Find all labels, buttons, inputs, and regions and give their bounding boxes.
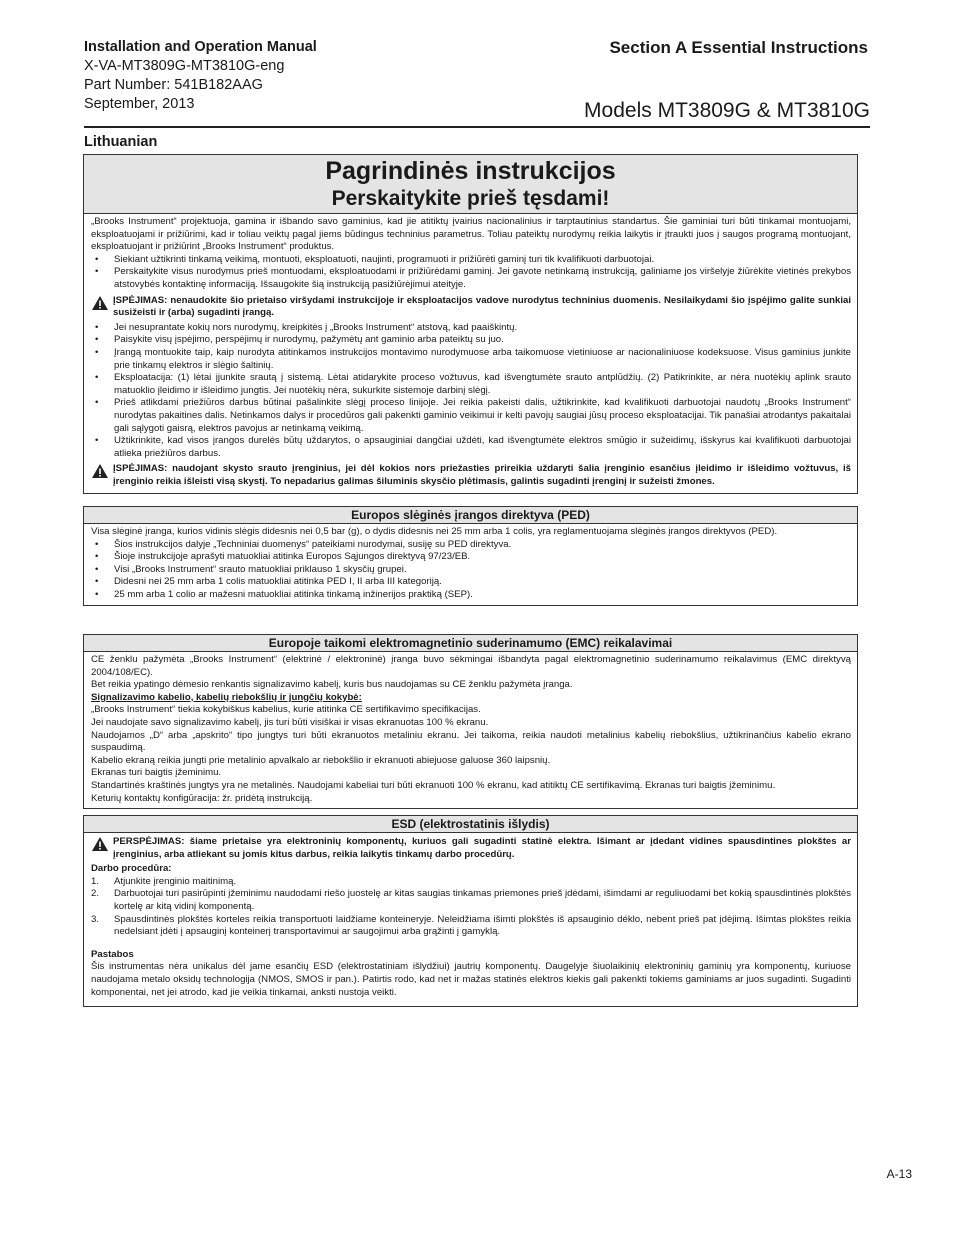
esd-body: [84, 833, 857, 1002]
warning-text: PERSPĖJIMAS: šiame prietaise yra elektroninių komponentų, kuriuos gali sugadinti statinė elektra. Išimant ar įdedant vidines spausdintines plokštes ar įrenginius, arba atliekant su jomis kitus darbus, reikia laikytis tinkamų darbo procedūrų.: [113, 836, 851, 860]
main-intro: „Brooks Instrument“ projektuoja, gamina ir išbando savo gaminius, kad jie atitiktų įvairius nacionalinius ir tarptautinius standartus. Šie gaminiai turi būti tinkamai montuojami, eksploatuojami ir prižiūrimi, kad ir toliau veiktų pagal jiems būdingus techninius parametrus. Toliau pateiktų nurodymų reikia laikytis ir įtraukti juos į saugos programą montuojant, eksploatuojant ir prižiūrint „Brooks Instrument“ produktus.: [91, 216, 851, 253]
emc-box: [83, 634, 858, 809]
emc-paragraph: Ekranas turi baigtis įžeminimu.: [91, 767, 222, 779]
essential-instructions-box: [83, 154, 858, 494]
list-item: • Visi „Brooks Instrument“ srauto matuokliai priklauso 1 skysčių grupei.: [91, 564, 851, 577]
esd-warning: [91, 836, 851, 861]
notes-label: Pastabos: [91, 948, 134, 960]
main-title-band: [84, 155, 857, 214]
list-item: • Perskaitykite visus nurodymus prieš montuodami, eksploatuodami ir prižiūrėdami gaminį. Jei gavote netinkamą instrukciją, galiniame jos viršelyje žiūrėkite vietinės prekybos atstovybės kontaktinę informaciją. Išsaugokite šią instrukciją pasižiūrėjimui ateityje.: [91, 266, 851, 291]
list-item: • Jei nesuprantate kokių nors nurodymų, kreipkitės į „Brooks Instrument“ atstovą, kad paaiškintų.: [91, 322, 851, 335]
step-text: Darbuotojai turi pasirūpinti įžeminimu naudodami riešo juostelę ar kitas saugias tinkamas priemones prieš įdėdami, išimdami ar reguliuodami bet kokią spausdintinės plokštės kortelę ar kitą vidinį komponentą.: [114, 888, 851, 912]
page-number: A-13: [886, 1167, 912, 1181]
emc-paragraph: Keturių kontaktų konfigūracija: žr. pridėtą instrukciją.: [91, 792, 313, 804]
warning-1: [91, 295, 851, 320]
language-label: Lithuanian: [84, 134, 158, 150]
main-title: Pagrindinės instrukcijos: [325, 157, 616, 185]
spacer: [91, 939, 851, 949]
emc-subheading: Signalizavimo kabelio, kabelių riebokšlių ir jungčių kokybė:: [91, 691, 362, 703]
emc-body: [84, 652, 857, 808]
list-item: • Šioje instrukcijoje aprašyti matuokliai atitinka Europos Sąjungos direktyvą 97/23/EB.: [91, 551, 851, 564]
emc-paragraph: „Brooks Instrument“ tiekia kokybiškus kabelius, kurie atitinka CE sertifikavimo specifikacijas.: [91, 704, 481, 716]
list-item: • Prieš atlikdami priežiūros darbus būtinai pašalinkite slėgį proceso linijoje. Jei reikia pakeisti dalis, užtikrinkite, kad kvalifikuoti darbuotojai naudotų „Brooks Instrument“ nurodytas pakaitines dalis. Netinkamos dalys ir procedūros gali pakenkti gaminio veikimui ir kelti pavojų saugiai jūsų proceso eksploatacijai. Tik panašiai atrodantys pakaitalai gali sąlygoti gaisrą, elektros pavojus ar netinkamą veikimą.: [91, 397, 851, 435]
esd-box: [83, 815, 858, 1007]
ped-box: [83, 506, 858, 606]
esd-title: ESD (elektrostatinis išlydis): [84, 816, 857, 833]
section-title: Section A Essential Instructions: [609, 38, 868, 57]
header-rule: [84, 126, 870, 128]
step-text: Spausdintinės plokštės korteles reikia transportuoti laidžiame konteineryje. Neleidžiama išimti plokštės iš apsauginio déklo, nebent prieš pat įdėjimą. Išimtas plokštes reikia nedelsiant įdėti į apsauginį konteinerį transportavimui ar saugojimui arba grąžinti į gamyklą.: [114, 913, 851, 938]
warning-2: [91, 463, 851, 488]
emc-paragraph: Bet reikia ypatingo dėmesio renkantis signalizavimo kabelį, kuris bus naudojamas su CE ženklu pažymėta įranga.: [91, 679, 573, 691]
emc-paragraph: Kabelio ekraną reikia jungti prie metalinio apvalkalo ar riebokšlio ir ekranuoti abiejuose galuose 360 laipsnių.: [91, 754, 551, 766]
warning-text: ĮSPĖJIMAS: nenaudokite šio prietaiso viršydami instrukcijoje ir eksploatacijos vadove nurodytus techninius duomenis. Nesilaikydami šio įspėjimo galite sunkiai susižeisti ir (arba) sugadinti įrangą.: [113, 294, 851, 319]
ped-bullets: [91, 539, 851, 602]
procedure-steps: [91, 876, 851, 939]
main-bullets-1: [91, 254, 851, 292]
notes-text: Šis instrumentas nėra unikalus dėl jame esančių ESD (elektrostatiniam išlydžiui) jautrių komponentų. Daugelyje šiuolaikinių elektroninių gaminių yra komponentų, kuriuose naudojama metalo oksidų technologija (NMOS, SMOS ir pan.). Patirtis rodo, kad net ir mažas statinės elektros kiekis gali pakenkti tokiems gaminiams ar juos sugadinti. Sugadinti komponentai, net jei atrodo, kad jie veikia tinkamai, anksti nustoja veikti.: [91, 961, 851, 998]
emc-paragraph: CE ženklu pažymėta „Brooks Instrument“ (elektrinė / elektroninė) įranga buvo sėkmingai išbandyta pagal elektromagnetinio suderinamumo reikalavimus (EMC direktyvą 2004/108/EC).: [91, 654, 851, 678]
manual-title: Installation and Operation Manual: [84, 39, 317, 55]
models-title: Models MT3809G & MT3810G: [584, 99, 870, 122]
emc-title: Europoje taikomi elektromagnetinio suderinamumo (EMC) reikalavimai: [84, 635, 857, 652]
main-body: [84, 214, 857, 493]
list-item: • Siekiant užtikrinti tinkamą veikimą, montuoti, eksploatuoti, naujinti, programuoti ir prižiūrėti gaminį turi tik kvalifikuoti darbuotojai.: [91, 254, 851, 267]
main-bullets-2: [91, 322, 851, 461]
list-item: • 25 mm arba 1 colio ar mažesni matuokliai atitinka tinkamą inžinerijos praktiką (SEP).: [91, 589, 851, 602]
part-number: Part Number: 541B182AAG: [84, 77, 263, 93]
warning-icon: [91, 836, 113, 852]
emc-paragraph: Jei naudojate savo signalizavimo kabelį, jis turi būti visiškai ir visas ekranuotas 100 % ekranu.: [91, 716, 489, 728]
list-item: • Įrangą montuokite taip, kaip nurodyta atitinkamos instrukcijos montavimo nurodymuose arba taikomuose vietiniuose ar nacionaliniuose kodeksuose. Visus gaminius junkite prie tinkamų elektros ir slėgio šaltinių.: [91, 347, 851, 372]
list-item: • Paisykite visų įspėjimo, perspėjimų ir nurodymų, pažymėtų ant gaminio arba pateiktų su juo.: [91, 334, 851, 347]
step-text: Atjunkite įrenginio maitinimą.: [114, 875, 237, 887]
warning-icon: [91, 295, 113, 311]
list-item: • Didesni nei 25 mm arba 1 colis matuokliai atitinka PED I, II arba III kategoriją.: [91, 576, 851, 589]
ped-title: Europos slėginės įrangos direktyva (PED): [84, 507, 857, 524]
list-item: • Šios instrukcijos dalyje „Techniniai duomenys“ pateikiami nurodymai, susiję su PED direktyva.: [91, 539, 851, 552]
list-item: [91, 876, 851, 889]
document-info: [84, 38, 317, 114]
procedure-label: Darbo procedūra:: [91, 863, 172, 875]
step-number: 3.: [91, 913, 100, 925]
emc-paragraph: Standartinės kraštinės jungtys yra ne metalinės. Naudojami kabeliai turi būti ekranuoti 100 % ekranu, kad atitiktų CE sertifikavimą. Ekranas turi baigtis įžeminimu.: [91, 779, 776, 791]
step-number: 2.: [91, 888, 100, 900]
step-number: 1.: [91, 875, 100, 887]
list-item: • Eksploatacija: (1) lėtai įjunkite srautą į sistemą. Lėtai atidarykite proceso vožtuvus, kad išvengtumėte srauto antplūdžių. (2) Patikrinkite, ar nėra nuotėkių aplink srauto matuoklio įleidimo ir išleidimo jungtis. Jei nuotėkių nėra, sukurkite sistemoje darbinį slėgį.: [91, 372, 851, 397]
warning-text: ĮSPĖJIMAS: naudojant skysto srauto įrenginius, jei dėl kokios nors priežasties prireikia uždaryti šalia įrenginio esančius įleidimo ir išleidimo vožtuvus, iš įrenginio reikia išleisti visą skystį. To nepadarius galimas šiluminis skysčio plėtimasis, galintis sugadinti įrenginį ir sužeisti žmones.: [113, 463, 851, 487]
list-item: • Užtikrinkite, kad visos įrangos durelės būtų uždarytos, o apsauginiai dangčiai uždėti, kad išvengtumėte elektros smūgio ir sužeidimų, išskyrus kai kvalifikuoti darbuotojai atlieka priežiūros darbus.: [91, 435, 851, 460]
list-item: [91, 888, 851, 913]
ped-body: [84, 524, 857, 605]
warning-icon: [91, 463, 113, 479]
document-date: September, 2013: [84, 96, 195, 112]
list-item: [91, 914, 851, 939]
ped-intro: Visa slėginė įranga, kurios vidinis slėgis didesnis nei 0,5 bar (g), o dydis didesnis nei 25 mm arba 1 colis, yra reglamentuojama slėginės įrangos direktyvos (PED).: [91, 526, 778, 537]
main-subtitle: Perskaitykite prieš tęsdami!: [331, 187, 610, 210]
document-id: X-VA-MT3809G-MT3810G-eng: [84, 58, 285, 74]
emc-paragraph: Naudojamos „D“ arba „apskrito“ tipo jungtys turi būti ekranuotos metaliniu ekranu. Jei taikoma, reikia naudoti metalinius kabelių riebokšlius, užtikrinančius kabelio ekrano suspaudimą.: [91, 729, 851, 754]
